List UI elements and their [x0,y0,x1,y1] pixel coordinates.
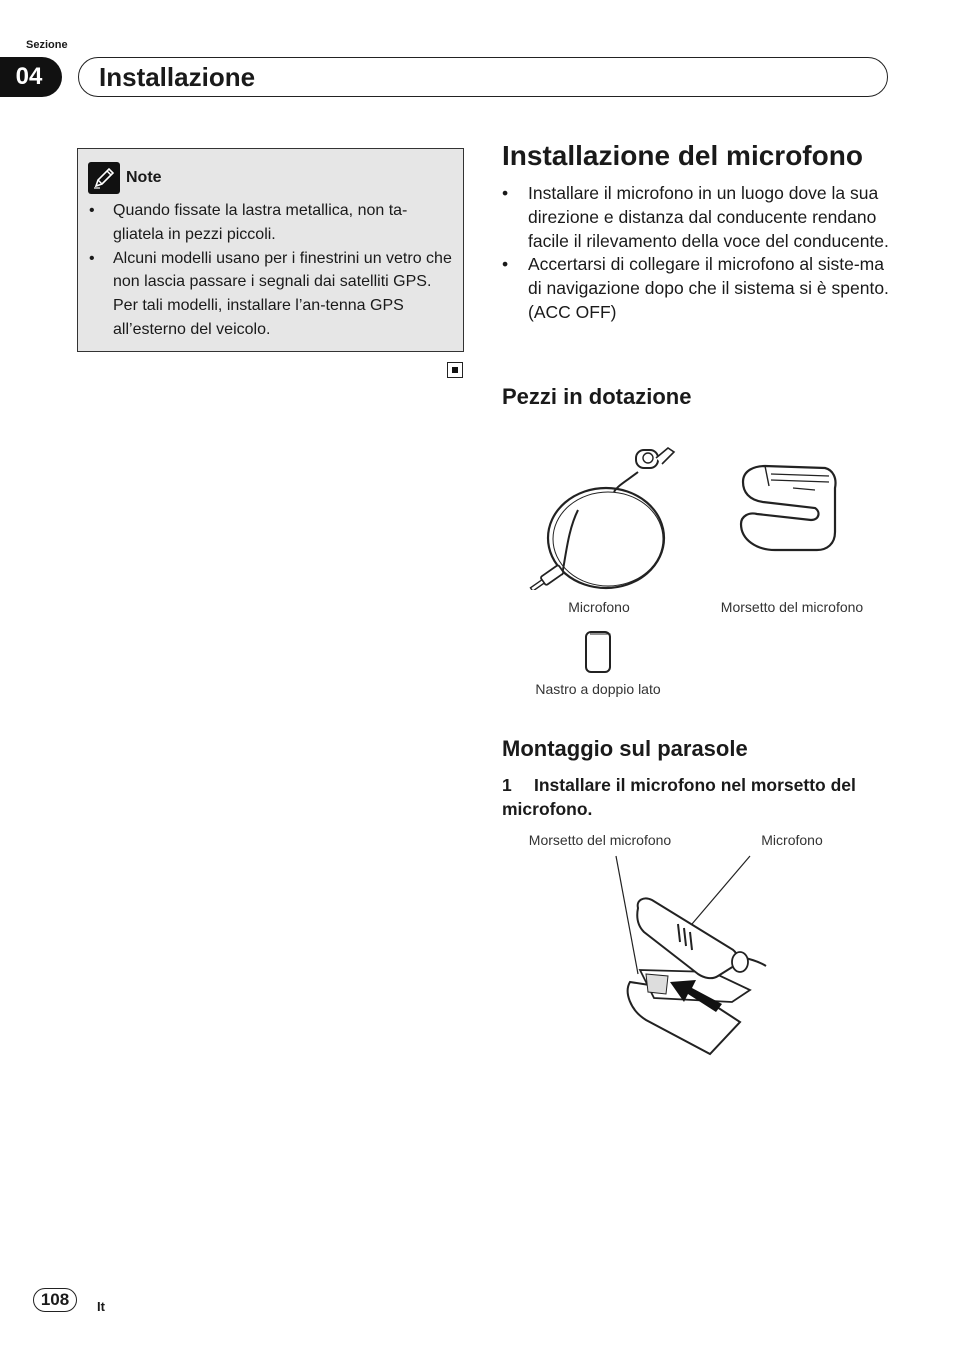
section-title [78,57,888,97]
section-label: Sezione [26,39,68,51]
main-bullet-list [528,182,890,325]
language-code: It [97,1299,105,1314]
note-title: Note [126,169,162,186]
step-text: Installare il microfono nel morsetto del microfono. [502,775,856,819]
step-1 [502,773,892,821]
caption-microfono: Microfono [568,599,630,615]
note-box [77,148,464,352]
mounting-illustration [600,852,780,1062]
section-title-text: Installazione [99,61,256,92]
double-sided-tape-illustration [584,630,614,676]
microphone-clip-illustration [735,462,850,557]
figure-label-microfono: Microfono [761,832,823,848]
caption-nastro: Nastro a doppio lato [535,681,661,697]
end-of-section-icon [447,362,463,378]
note-header [88,162,162,194]
note-item: • Quando fissate la lastra metallica, non ta-gliatela in pezzi piccoli. [113,199,458,247]
note-item: • Alcuni modelli usano per i finestrini un vetro che non lascia passare i segnali dai satelliti GPS. Per tali modelli, installare l’an-tenna GPS all’esterno del veicolo. [113,247,458,342]
main-heading: Installazione del microfono [502,140,863,171]
step-number: 1 [502,775,512,795]
section-number-badge: 04 [0,57,62,97]
main-bullet: • Installare il microfono in un luogo dove la sua direzione e distanza dal conducente rendano facile il rilevamento della voce del conducente. [528,182,890,253]
page-number: 108 [33,1288,77,1312]
figure-label-morsetto: Morsetto del microfono [528,832,672,848]
main-bullet: • Accertarsi di collegare il microfono al siste-ma di navigazione dopo che il sistema si è spento. (ACC OFF) [528,253,890,324]
note-list [113,199,458,342]
pencil-note-icon [88,162,120,194]
montaggio-heading: Montaggio sul parasole [502,736,748,761]
pezzi-heading: Pezzi in dotazione [502,384,692,409]
caption-morsetto: Morsetto del microfono [720,599,864,615]
microphone-illustration [518,440,683,590]
